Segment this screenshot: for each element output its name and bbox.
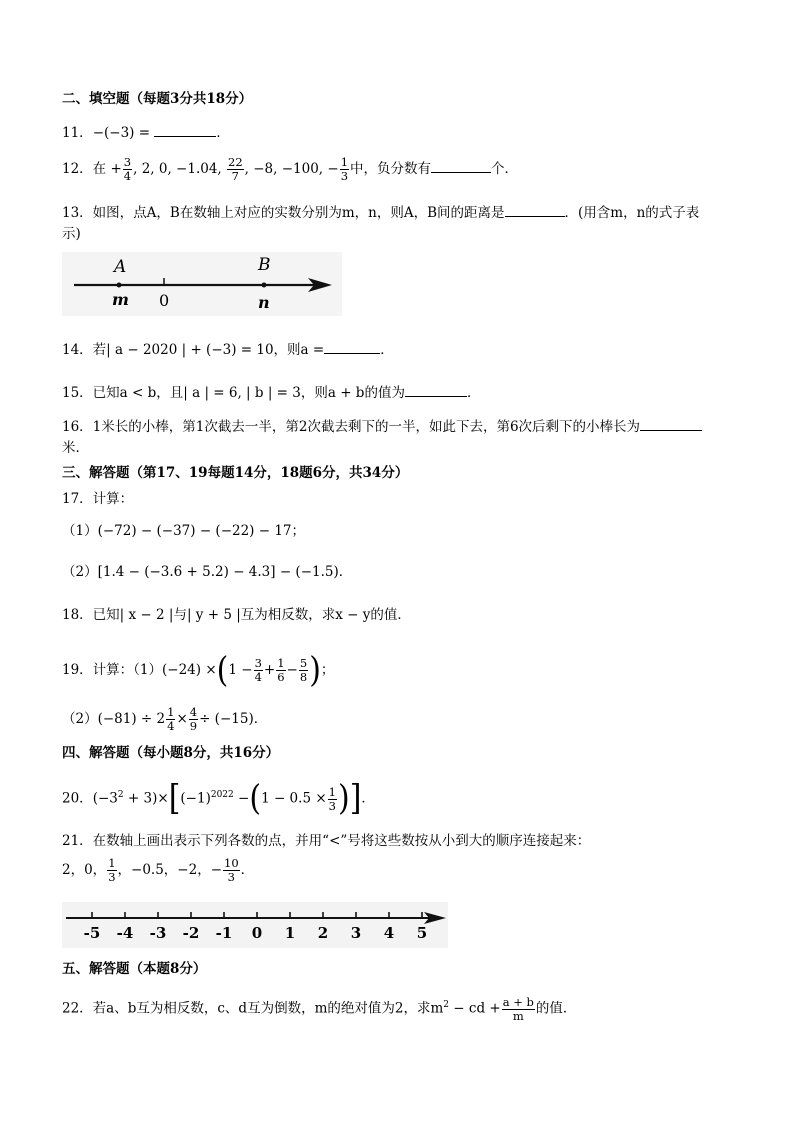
q12-items-c: , −8, −100, − <box>244 161 339 177</box>
question-16-line-1 <box>62 416 702 437</box>
q19-p2-lead: （2）(−81) ÷ 2 <box>62 711 166 727</box>
q16-text: 16．1米长的小棒，第1次截去一半，第2次截去剩下的一半，如此下去，第6次后剩下的小棒长为 <box>62 419 641 435</box>
q19-p2-fraction-1 <box>166 706 175 733</box>
q20-f: 1 − 0.5 × <box>261 790 327 807</box>
q19-p2-fraction-2 <box>189 706 198 733</box>
q12-f3-num: 1 <box>340 155 349 169</box>
q21-tick-label: -1 <box>215 924 233 942</box>
question-13-line-2: 示) <box>62 226 81 242</box>
q21-fraction-1 <box>107 857 116 884</box>
q19-p2-tail: ÷ (−15)． <box>199 711 268 727</box>
q19-f3-den: 8 <box>299 670 308 684</box>
q11-expression: −(−3) = <box>92 125 151 141</box>
q11-number: 11． <box>62 125 93 141</box>
q21-a: 2，0， <box>62 862 107 878</box>
section-2-title: 二、填空题（每题3分共18分） <box>62 91 253 107</box>
q12-fraction-1 <box>123 156 132 183</box>
q13-text: 13．如图，点A，B在数轴上对应的实数分别为m，n，则A，B间的距离是 <box>62 205 505 221</box>
q21-tick-label: -5 <box>83 924 101 942</box>
q19-end: ； <box>320 662 335 678</box>
question-16-line-2: 米． <box>62 440 89 456</box>
q21-tick-label: -3 <box>149 924 167 942</box>
q12-answer-blank[interactable] <box>431 158 491 173</box>
question-18: 18．已知| x − 2 |与| y + 5 |互为相反数，求x − y的值． <box>62 607 411 623</box>
q21-tick-label: 2 <box>317 924 329 942</box>
q20-d-exponent: 2022 <box>210 790 234 800</box>
question-12 <box>62 156 518 183</box>
q11-end: ． <box>216 125 230 141</box>
question-17-title: 17．计算： <box>62 491 134 507</box>
question-21-line-2 <box>62 855 254 885</box>
q19-lead: 19．计算：（1）(−24) × <box>62 662 217 678</box>
q20-b: + 3 <box>123 790 153 807</box>
q12-items-b: , 2, 0, −1.04, <box>133 161 222 177</box>
q12-tail: 中，负分数有 <box>350 161 432 177</box>
q13-text-end: ．(用含m，n的式子表 <box>564 205 700 221</box>
q20-close-paren: ) <box>152 790 158 807</box>
question-20 <box>62 778 375 819</box>
q20-d: (−1) <box>180 790 211 807</box>
q20-left-bracket: [ <box>168 778 181 819</box>
q13-point-b <box>262 283 267 288</box>
question-15 <box>62 382 480 403</box>
q19-p2-f1-num: 1 <box>167 705 175 719</box>
q21-tick-label: -4 <box>116 924 134 942</box>
q21-tick-label: 0 <box>251 924 263 942</box>
q14-text: 14．若| a − 2020 | + (−3) = 10，则a = <box>62 342 325 358</box>
q12-fraction-3 <box>340 156 349 183</box>
question-17-part-1: （1）(−72) − (−37) − (−22) − 17； <box>62 523 306 539</box>
q21-f1-den: 3 <box>108 870 116 884</box>
q20-number: 20． <box>62 790 93 807</box>
q12-f2-num: 22 <box>228 155 243 169</box>
q20-right-paren: ) <box>337 778 350 819</box>
q13-point-a <box>117 283 122 288</box>
q19-c: − <box>286 662 298 678</box>
question-13-line-1 <box>62 202 699 223</box>
q22-exponent: 2 <box>443 1000 449 1010</box>
q20-times: × <box>157 790 169 807</box>
q16-answer-blank[interactable] <box>640 416 702 431</box>
q19-right-paren: ) <box>309 649 321 691</box>
q22-end: 的值． <box>535 1000 577 1017</box>
q19-fraction-3 <box>299 657 308 684</box>
question-21-line-1: 21．在数轴上画出表示下列各数的点，并用“<”号将这些数按从小到大的顺序连接起来： <box>62 833 591 849</box>
q21-tick-label: 5 <box>416 924 428 942</box>
q21-f2-num: 10 <box>224 856 239 870</box>
q12-fraction-2 <box>227 156 244 183</box>
q20-right-bracket: ] <box>349 778 362 819</box>
question-19-part-1 <box>62 649 335 691</box>
q22-text: 22．若a、b互为相反数，c、d互为倒数，m的绝对值为2，求m <box>62 1000 444 1017</box>
q19-f1-den: 4 <box>254 670 262 684</box>
q15-text: 15．已知a < b，且| a | = 6, | b | = 3，则a + b的值为 <box>62 385 405 401</box>
q19-a: 1 − <box>228 662 253 678</box>
q21-tick-label: 4 <box>383 924 395 942</box>
q22-fraction <box>502 996 535 1023</box>
q20-a-exponent: 2 <box>117 790 124 800</box>
q21-end: ． <box>240 862 255 878</box>
q14-end: ． <box>380 342 394 358</box>
q21-f1-num: 1 <box>108 856 116 870</box>
q20-e: − <box>233 790 250 807</box>
q12-f1-num: 3 <box>123 155 132 169</box>
q19-f3-num: 5 <box>299 656 308 670</box>
section-4-title: 四、解答题（每小题8分，共16分） <box>62 745 280 761</box>
q21-f2-den: 3 <box>227 870 235 884</box>
q22-mid: − cd + <box>449 1000 501 1017</box>
q19-left-paren: ( <box>216 649 229 691</box>
question-19-part-2 <box>62 703 267 735</box>
q12-lead: 12．在 <box>62 161 107 177</box>
q13-answer-blank[interactable] <box>505 202 565 217</box>
q20-f1-den: 3 <box>328 798 336 813</box>
question-22 <box>62 988 576 1026</box>
q13-label-zero: 0 <box>159 291 170 310</box>
question-14 <box>62 339 394 360</box>
q13-number-line-figure <box>62 252 342 316</box>
q20-f1-num: 1 <box>328 784 336 799</box>
q21-b: ，−0.5，−2，− <box>117 862 223 878</box>
q19-p2-f2-num: 4 <box>189 705 198 719</box>
q19-f2-num: 1 <box>277 656 285 670</box>
q12-f3-den: 3 <box>340 169 349 183</box>
q12-plus: + <box>110 161 122 177</box>
q21-number-line[interactable] <box>62 902 448 948</box>
q19-fraction-1 <box>254 657 263 684</box>
q19-f1-num: 3 <box>254 656 262 670</box>
question-11 <box>62 122 230 143</box>
q20-left-paren: ( <box>249 778 262 819</box>
q12-f2-den: 7 <box>231 169 239 183</box>
q19-p2-f1-den: 4 <box>167 719 175 733</box>
q14-answer-blank[interactable] <box>324 339 380 354</box>
q21-tick-label: 1 <box>284 924 296 942</box>
q15-end: ． <box>466 385 481 401</box>
q19-b: + <box>263 662 276 678</box>
question-17-part-2: （2）[1.4 − (−3.6 + 5.2) − 4.3] − (−1.5)． <box>62 564 353 580</box>
q13-label-b: B <box>258 255 271 275</box>
q15-answer-blank[interactable] <box>405 382 467 397</box>
q19-fraction-2 <box>276 657 285 684</box>
q22-f1-den: m <box>512 1008 524 1023</box>
q21-tick-label: 3 <box>350 924 362 942</box>
q19-p2-f2-den: 9 <box>189 719 198 733</box>
section-5-title: 五、解答题（本题8分） <box>62 961 207 977</box>
q19-f2-den: 6 <box>277 670 285 684</box>
q20-end: ． <box>361 790 375 807</box>
q12-f1-den: 4 <box>123 169 132 183</box>
q11-answer-blank[interactable] <box>154 122 216 137</box>
q13-label-a: A <box>114 257 127 277</box>
q13-label-n: n <box>258 293 270 312</box>
q21-tick-label: -2 <box>182 924 200 942</box>
q12-end: 个． <box>491 161 519 177</box>
section-3-title: 三、解答题（第17、19每题14分，18题6分，共34分） <box>62 465 409 481</box>
q20-fraction <box>328 786 337 813</box>
q21-fraction-2 <box>223 857 240 884</box>
q22-f1-num: a + b <box>502 994 534 1009</box>
q20-open-paren: ( <box>92 790 98 807</box>
q19-p2-mid: × <box>176 711 188 727</box>
q13-label-m: m <box>112 290 129 309</box>
q20-a: −3 <box>97 790 118 807</box>
